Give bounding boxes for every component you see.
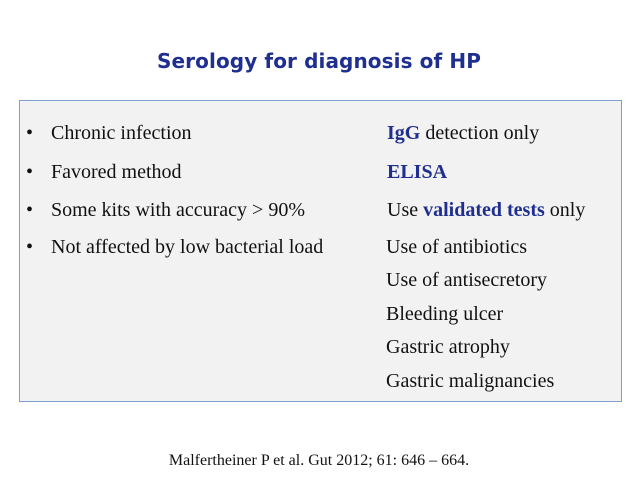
sublist-item-gastric-atrophy: Gastric atrophy <box>386 336 510 358</box>
bullet-row-kit-accuracy <box>20 195 621 225</box>
right-text-prefix: Use <box>387 199 424 221</box>
row-right-text <box>387 195 585 225</box>
highlight-igg: IgG <box>387 122 421 144</box>
row-right-text <box>387 118 539 148</box>
bullet-marker: • <box>26 236 34 258</box>
sublist-item-antisecretory: Use of antisecretory <box>386 269 548 291</box>
bullet-row-bacterial-load <box>20 232 621 262</box>
sublist-item-bleeding-ulcer: Bleeding ulcer <box>386 303 504 325</box>
highlight-validated-tests: validated tests <box>423 199 545 221</box>
sublist-item-gastric-malignancies: Gastric malignancies <box>386 370 555 392</box>
content-box <box>19 100 622 402</box>
row-left-text: Not affected by low bacterial load <box>51 236 324 258</box>
row-right-text <box>387 157 447 187</box>
right-text-suffix: only <box>544 199 586 221</box>
highlight-elisa: ELISA <box>387 161 448 183</box>
slide-title: Serology for diagnosis of HP <box>157 49 481 73</box>
row-right-text: Use of antibiotics <box>386 236 528 258</box>
reference-citation: Malfertheiner P et al. Gut 2012; 61: 646 – 664. <box>168 452 470 469</box>
bullet-row-favored-method <box>20 157 621 187</box>
row-left-text: Favored method <box>51 161 182 183</box>
bullet-marker: • <box>26 122 34 144</box>
row-left-text: Chronic infection <box>51 122 192 144</box>
bullet-marker: • <box>26 161 34 183</box>
right-text-rest: detection only <box>420 122 540 144</box>
bullet-row-chronic-infection <box>20 118 621 148</box>
bullet-marker: • <box>26 199 34 221</box>
row-left-text: Some kits with accuracy > 90% <box>51 199 305 221</box>
